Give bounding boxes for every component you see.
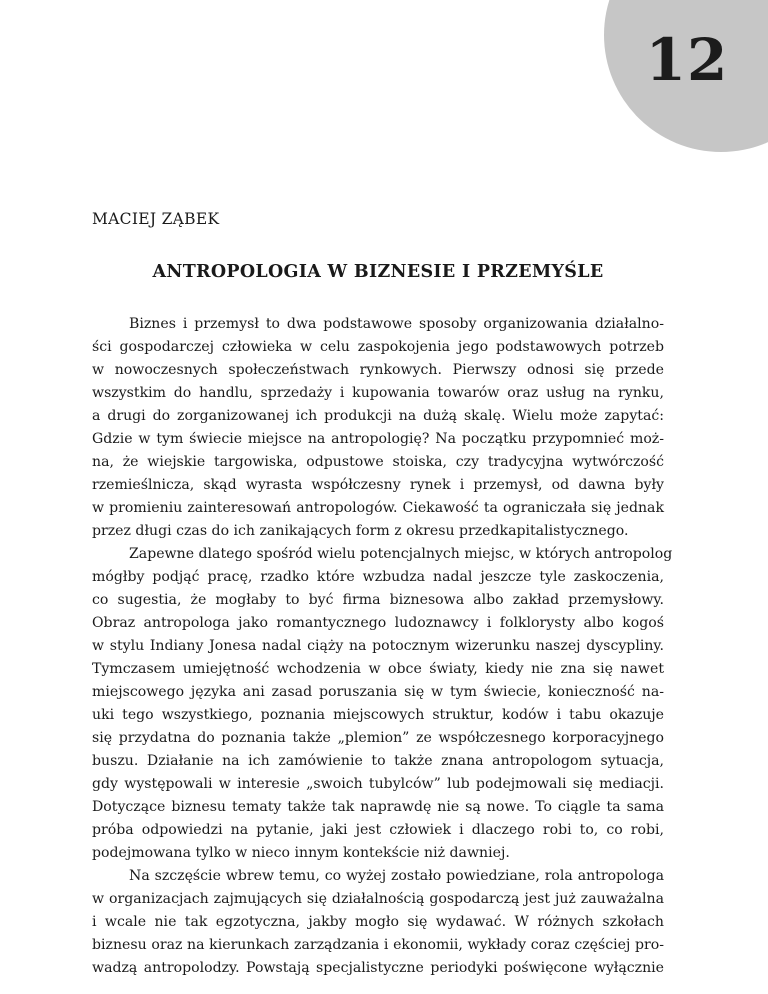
- paragraph-line: gdy występowali w interesie „swoich tubylców” lub podejmowali się mediacji.: [92, 776, 664, 792]
- body-text: [92, 313, 673, 980]
- paragraph-line: buszu. Działanie na ich zamówienie to także znana antropologom sytuacja,: [92, 753, 664, 769]
- paragraph-line: Tymczasem umiejętność wchodzenia w obce światy, kiedy nie zna się nawet: [92, 661, 664, 677]
- paragraph-line: w organizacjach zajmujących się działalnością gospodarczą jest już zauważalna: [92, 891, 664, 907]
- paragraph: [92, 865, 664, 980]
- paragraph-line: miejscowego języka ani zasad poruszania się w tym świecie, konieczność na-: [92, 684, 664, 700]
- paragraph-line: wszystkim do handlu, sprzedaży i kupowania towarów oraz usług na rynku,: [92, 385, 664, 401]
- paragraph-line: się przydatna do poznania także „plemion” ze współczesnego korporacyjnego: [92, 730, 664, 746]
- paragraph-line: w nowoczesnych społeczeństwach rynkowych. Pierwszy odnosi się przede: [92, 362, 664, 378]
- paragraph-line: w stylu Indiany Jonesa nadal ciąży na potocznym wizerunku naszej dyscypliny.: [92, 638, 664, 654]
- paragraph-line: uki tego wszystkiego, poznania miejscowych struktur, kodów i tabu okazuje: [92, 707, 664, 723]
- paragraph-line: podejmowana tylko w nieco innym kontekście niż dawniej.: [92, 845, 510, 861]
- paragraph-line: rzemieślnicza, skąd wyrasta współczesny rynek i przemysł, od dawna były: [92, 477, 664, 493]
- paragraph-line: i wcale nie tak egzotyczna, jakby mogło się wydawać. W różnych szkołach: [92, 914, 664, 930]
- chapter-number: 12: [645, 26, 729, 94]
- paragraph-line: próba odpowiedzi na pytanie, jaki jest człowiek i dlaczego robi to, co robi,: [92, 822, 664, 838]
- paragraph-line: w promieniu zainteresowań antropologów. Ciekawość ta ograniczała się jednak: [92, 500, 664, 516]
- paragraph-line: Zapewne dlatego spośród wielu potencjalnych miejsc, w których antropolog: [129, 546, 673, 562]
- paragraph: [92, 313, 664, 543]
- paragraph-line: mógłby podjąć pracę, rzadko które wzbudza nadal jeszcze tyle zaskoczenia,: [92, 569, 664, 585]
- paragraph-line: na, że wiejskie targowiska, odpustowe stoiska, czy tradycyjna wytwórczość: [92, 454, 664, 470]
- paragraph-line: a drugi do zorganizowanej ich produkcji na dużą skalę. Wielu może zapytać:: [92, 408, 664, 424]
- paragraph-line: Dotyczące biznesu tematy także tak naprawdę nie są nowe. To ciągle ta sama: [92, 799, 664, 815]
- paragraph-line: Na szczęście wbrew temu, co wyżej zostało powiedziane, rola antropologa: [129, 868, 664, 884]
- paragraph-line: Biznes i przemysł to dwa podstawowe sposoby organizowania działalno-: [129, 316, 664, 332]
- paragraph-line: Obraz antropologa jako romantycznego ludoznawcy i folklorysty albo kogoś: [92, 615, 664, 631]
- paragraph-line: biznesu oraz na kierunkach zarządzania i ekonomii, wykłady coraz częściej pro-: [92, 937, 664, 953]
- paragraph-line: ści gospodarczej człowieka w celu zaspokojenia jego podstawowych potrzeb: [92, 339, 664, 355]
- paragraph-line: Gdzie w tym świecie miejsce na antropologię? Na początku przypomnieć moż-: [92, 431, 664, 447]
- author-name: MACIEJ ZĄBEK: [92, 210, 220, 228]
- paragraph-line: co sugestia, że mogłaby to być firma biznesowa albo zakład przemysłowy.: [92, 592, 664, 608]
- paragraph-line: wadzą antropolodzy. Powstają specjalistyczne periodyki poświęcone wyłącznie: [92, 960, 664, 976]
- paragraph-line: przez długi czas do ich zanikających form z okresu przedkapitalistycznego.: [92, 523, 629, 539]
- chapter-title: ANTROPOLOGIA W BIZNESIE I PRZEMYŚLE: [152, 262, 604, 282]
- paragraph: [92, 543, 673, 865]
